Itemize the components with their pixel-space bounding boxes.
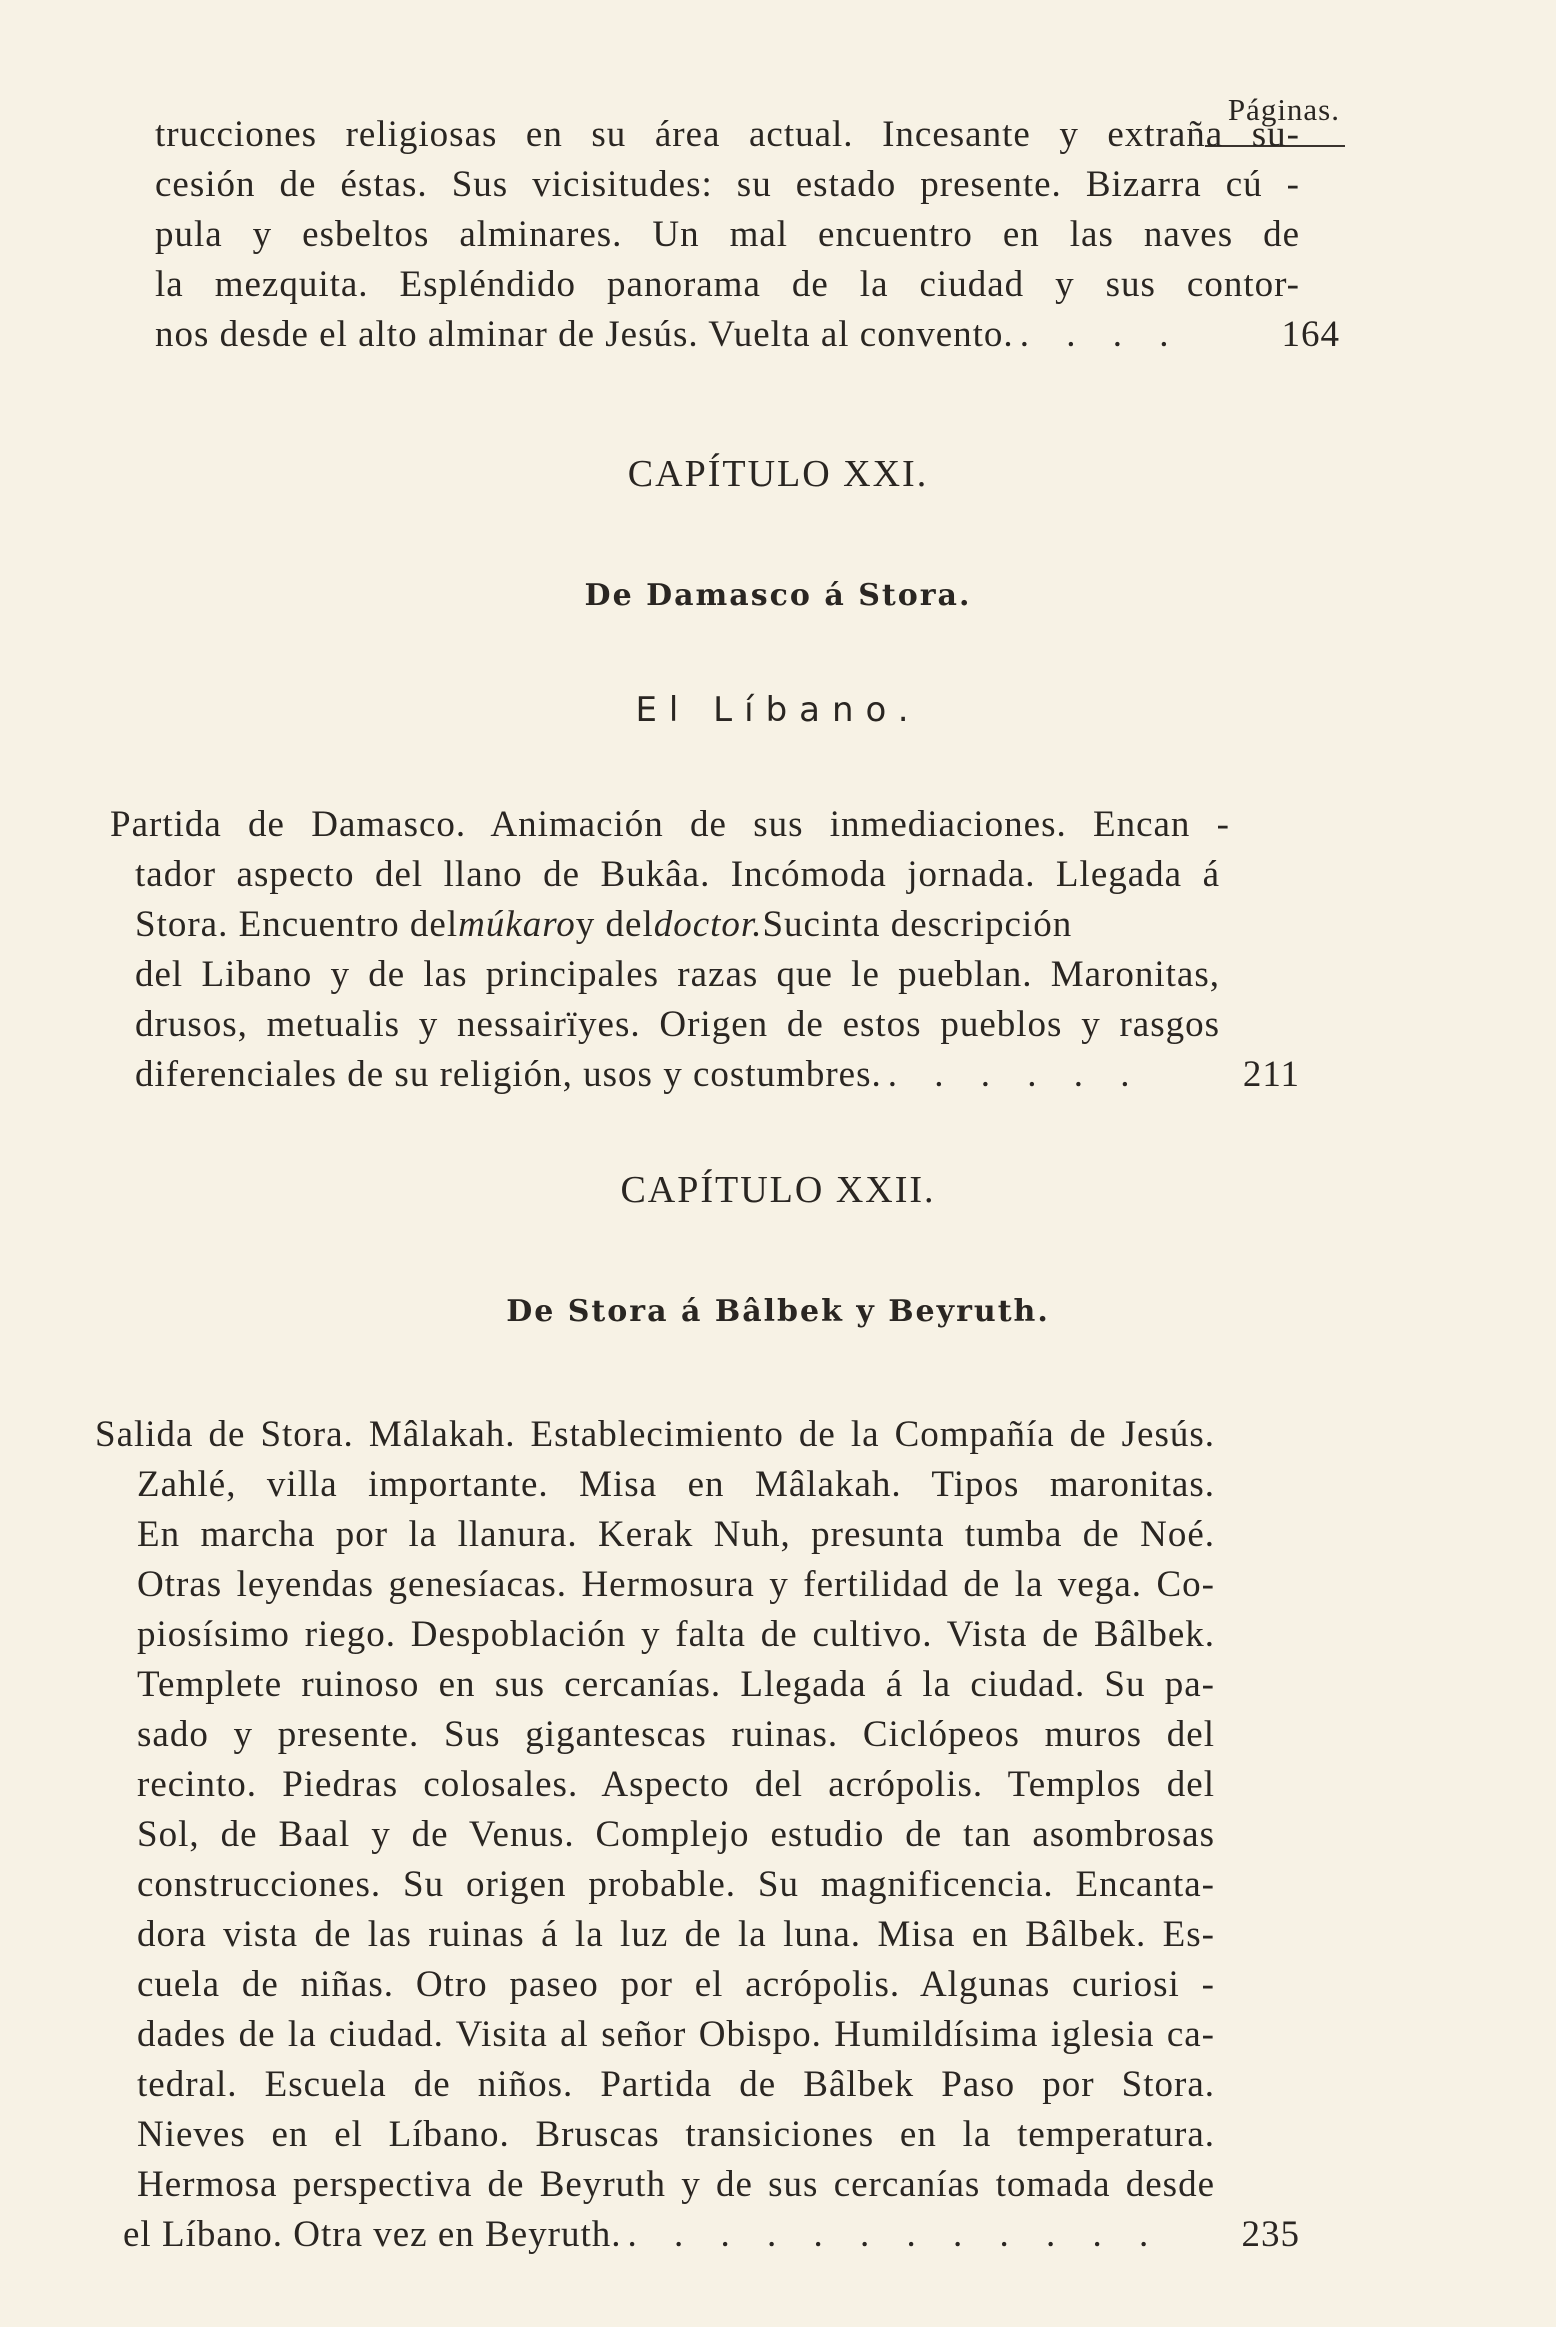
summary-line: drusos, metualis y nessairïyes. Origen de estos pueblos y rasgos — [135, 1004, 1220, 1045]
chapter-xxi-summary — [110, 800, 1300, 1100]
page-number: 211 — [1242, 1054, 1300, 1095]
leader-dots: . . . . . . . . . . . . — [627, 2214, 1163, 2255]
summary-line: la mezquita. Espléndido panorama de la ciudad y sus contor- — [155, 264, 1300, 305]
summary-last-text: diferenciales de su religión, usos y costumbres. — [135, 1054, 882, 1095]
page-number: 235 — [1241, 2214, 1300, 2255]
summary-line: Salida de Stora. Mâlakah. Establecimiento de la Compañía de Jesús. — [95, 1414, 1215, 1455]
chapter-heading: CAPÍTULO XXI. — [627, 453, 929, 495]
summary-text: y del — [575, 904, 654, 945]
summary-last-line — [95, 2210, 1300, 2260]
chapter-xxii-summary — [95, 1410, 1300, 2260]
chapter-heading: CAPÍTULO XXII. — [620, 1169, 936, 1211]
summary-line: recinto. Piedras colosales. Aspecto del acrópolis. Templos del — [137, 1764, 1215, 1805]
leader-dots: . . . . . . — [887, 1054, 1144, 1095]
summary-line: pula y esbeltos alminares. Un mal encuentro en las naves de — [155, 214, 1300, 255]
summary-last-text: el Líbano. Otra vez en Beyruth. — [123, 2214, 622, 2255]
summary-line: sado y presente. Sus gigantescas ruinas. Ciclópeos muros del — [137, 1714, 1215, 1755]
summary-line: Nieves en el Líbano. Bruscas transiciones en la temperatura. — [137, 2114, 1215, 2155]
summary-line: dora vista de las ruinas á la luz de la luna. Misa en Bâlbek. Es- — [137, 1914, 1215, 1955]
summary-line: Zahlé, villa importante. Misa en Mâlakah. Tipos maronitas. — [137, 1464, 1215, 1505]
summary-text: Stora. Encuentro del — [135, 904, 459, 945]
summary-line: En marcha por la llanura. Kerak Nuh, presunta tumba de Noé. — [137, 1514, 1215, 1555]
summary-last-line — [155, 310, 1340, 360]
summary-line: tedral. Escuela de niños. Partida de Bâlbek Paso por Stora. — [137, 2064, 1215, 2105]
summary-line: cuela de niñas. Otro paseo por el acrópolis. Algunas curiosi - — [137, 1964, 1215, 2005]
summary-italic: doctor. — [653, 904, 763, 945]
chapter-subtitle: De Stora á Bâlbek y Beyruth. — [506, 1294, 1050, 1329]
pages-column-label: Páginas. — [1227, 92, 1340, 127]
summary-line: construcciones. Su origen probable. Su magnificencia. Encanta- — [137, 1864, 1215, 1905]
summary-line: trucciones religiosas en su área actual. Incesante y extraña su- — [155, 114, 1300, 155]
summary-line: del Libano y de las principales razas que le pueblan. Maronitas, — [135, 954, 1220, 995]
summary-line: dades de la ciudad. Visita al señor Obispo. Humildísima iglesia ca- — [137, 2014, 1215, 2055]
chapter-xx-summary — [155, 110, 1340, 360]
summary-line: tador aspecto del llano de Bukâa. Incómoda jornada. Llegada á — [135, 854, 1220, 895]
summary-line: Sol, de Baal y de Venus. Complejo estudio de tan asombrosas — [137, 1814, 1215, 1855]
chapter-sub-subtitle: El Líbano. — [635, 690, 921, 730]
leader-dots: . . . . — [1019, 314, 1183, 355]
summary-line: Otras leyendas genesíacas. Hermosura y fertilidad de la vega. Co- — [137, 1564, 1215, 1605]
summary-last-text: nos desde el alto alminar de Jesús. Vuelta al convento. — [155, 314, 1014, 355]
summary-line: Templete ruinoso en sus cercanías. Llegada á la ciudad. Su pa- — [137, 1664, 1215, 1705]
summary-line: piosísimo riego. Despoblación y falta de cultivo. Vista de Bâlbek. — [137, 1614, 1215, 1655]
summary-italic: múkaro — [458, 904, 576, 945]
chapter-subtitle: De Damasco á Stora. — [584, 578, 972, 613]
summary-line: Partida de Damasco. Animación de sus inmediaciones. Encan - — [110, 804, 1230, 845]
summary-line — [110, 900, 1220, 950]
summary-text: Sucinta descripción — [762, 904, 1073, 945]
summary-line: Hermosa perspectiva de Beyruth y de sus cercanías tomada desde — [137, 2164, 1215, 2205]
page-number: 164 — [1281, 314, 1340, 355]
summary-line: cesión de éstas. Sus vicisitudes: su estado presente. Bizarra cú - — [155, 164, 1300, 205]
summary-last-line — [110, 1050, 1300, 1100]
